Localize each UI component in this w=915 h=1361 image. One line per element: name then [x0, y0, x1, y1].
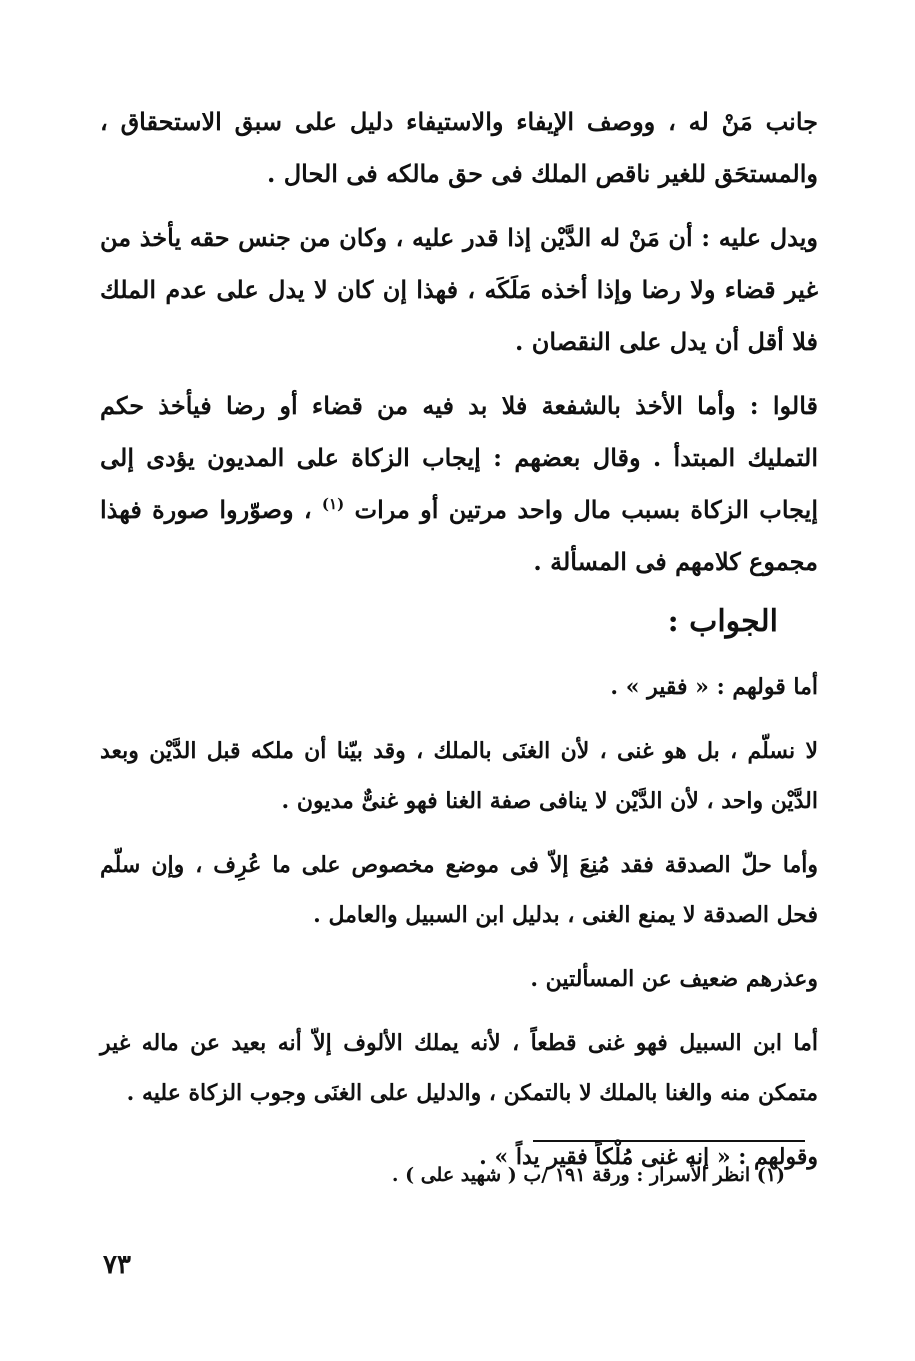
footnote-reference: (١) [321, 495, 345, 513]
section-heading: الجواب : [667, 604, 778, 639]
paragraph-6: وأما حلّ الصدقة فقد مُنِعَ إلاّ فى موضع مخصوص على ما عُرِف ، وإن سلّم فحل الصدقة لا يمنع الغنى ، بدليل ابن السبيل والعامل . [100, 852, 818, 928]
page-body [100, 96, 818, 1196]
paragraph-3-part-a: قالوا : وأما الأخذ بالشفعة فلا بد فيه من قضاء أو رضا فيأخذ حكم التمليك المبتدأ . وقال بعضهم : إيجاب الزكاة على المديون يؤدى إلى إيجاب الزكاة بسبب مال واحد مرتين أو مرات [100, 391, 819, 524]
paragraph-4: أما قولهم : « فقير » . [610, 674, 818, 700]
page-number: ٧٣ [103, 1250, 131, 1280]
paragraph-3 [100, 380, 818, 588]
footnote: (١) انظر الأسرار : ورقة ١٩١ /ب ( شهيد على ) . [391, 1164, 785, 1186]
paragraph-9: وقولهم : « إنه غنى مُلْكاً فقير يداً » . [479, 1144, 818, 1170]
paragraph-3-part-b: ، وصوّروا صورة فهذا مجموع كلامهم فى المسألة . [100, 495, 818, 576]
paragraph-7: وعذرهم ضعيف عن المسألتين . [530, 966, 818, 992]
paragraph-2: ويدل عليه : أن مَنْ له الدَّيْن إذا قدر عليه ، وكان من جنس حقه يأخذ من غير قضاء ولا رضا وإذا أخذه مَلَكَه ، فهذا إن كان لا يدل على عدم الملك فلا أقل أن يدل على النقصان . [100, 223, 818, 356]
footnote-divider [533, 1140, 805, 1142]
paragraph-5: لا نسلّم ، بل هو غنى ، لأن الغنَى بالملك ، وقد بيّنا أن ملكه قبل الدَّيْن وبعد الدَّيْن واحد ، لأن الدَّيْن لا ينافى صفة الغنا فهو غنىٌّ مديون . [100, 738, 818, 814]
paragraph-8: أما ابن السبيل فهو غنى قطعاً ، لأنه يملك الألوف إلاّ أنه بعيد عن ماله غير متمكن منه والغنا بالملك لا بالتمكن ، والدليل على الغنَى وجوب الزكاة عليه . [100, 1030, 818, 1106]
paragraph-1: جانب مَنْ له ، ووصف الإيفاء والاستيفاء دليل على سبق الاستحقاق ، والمستحَق للغير ناقص الملك فى حق مالكه فى الحال . [100, 107, 818, 188]
